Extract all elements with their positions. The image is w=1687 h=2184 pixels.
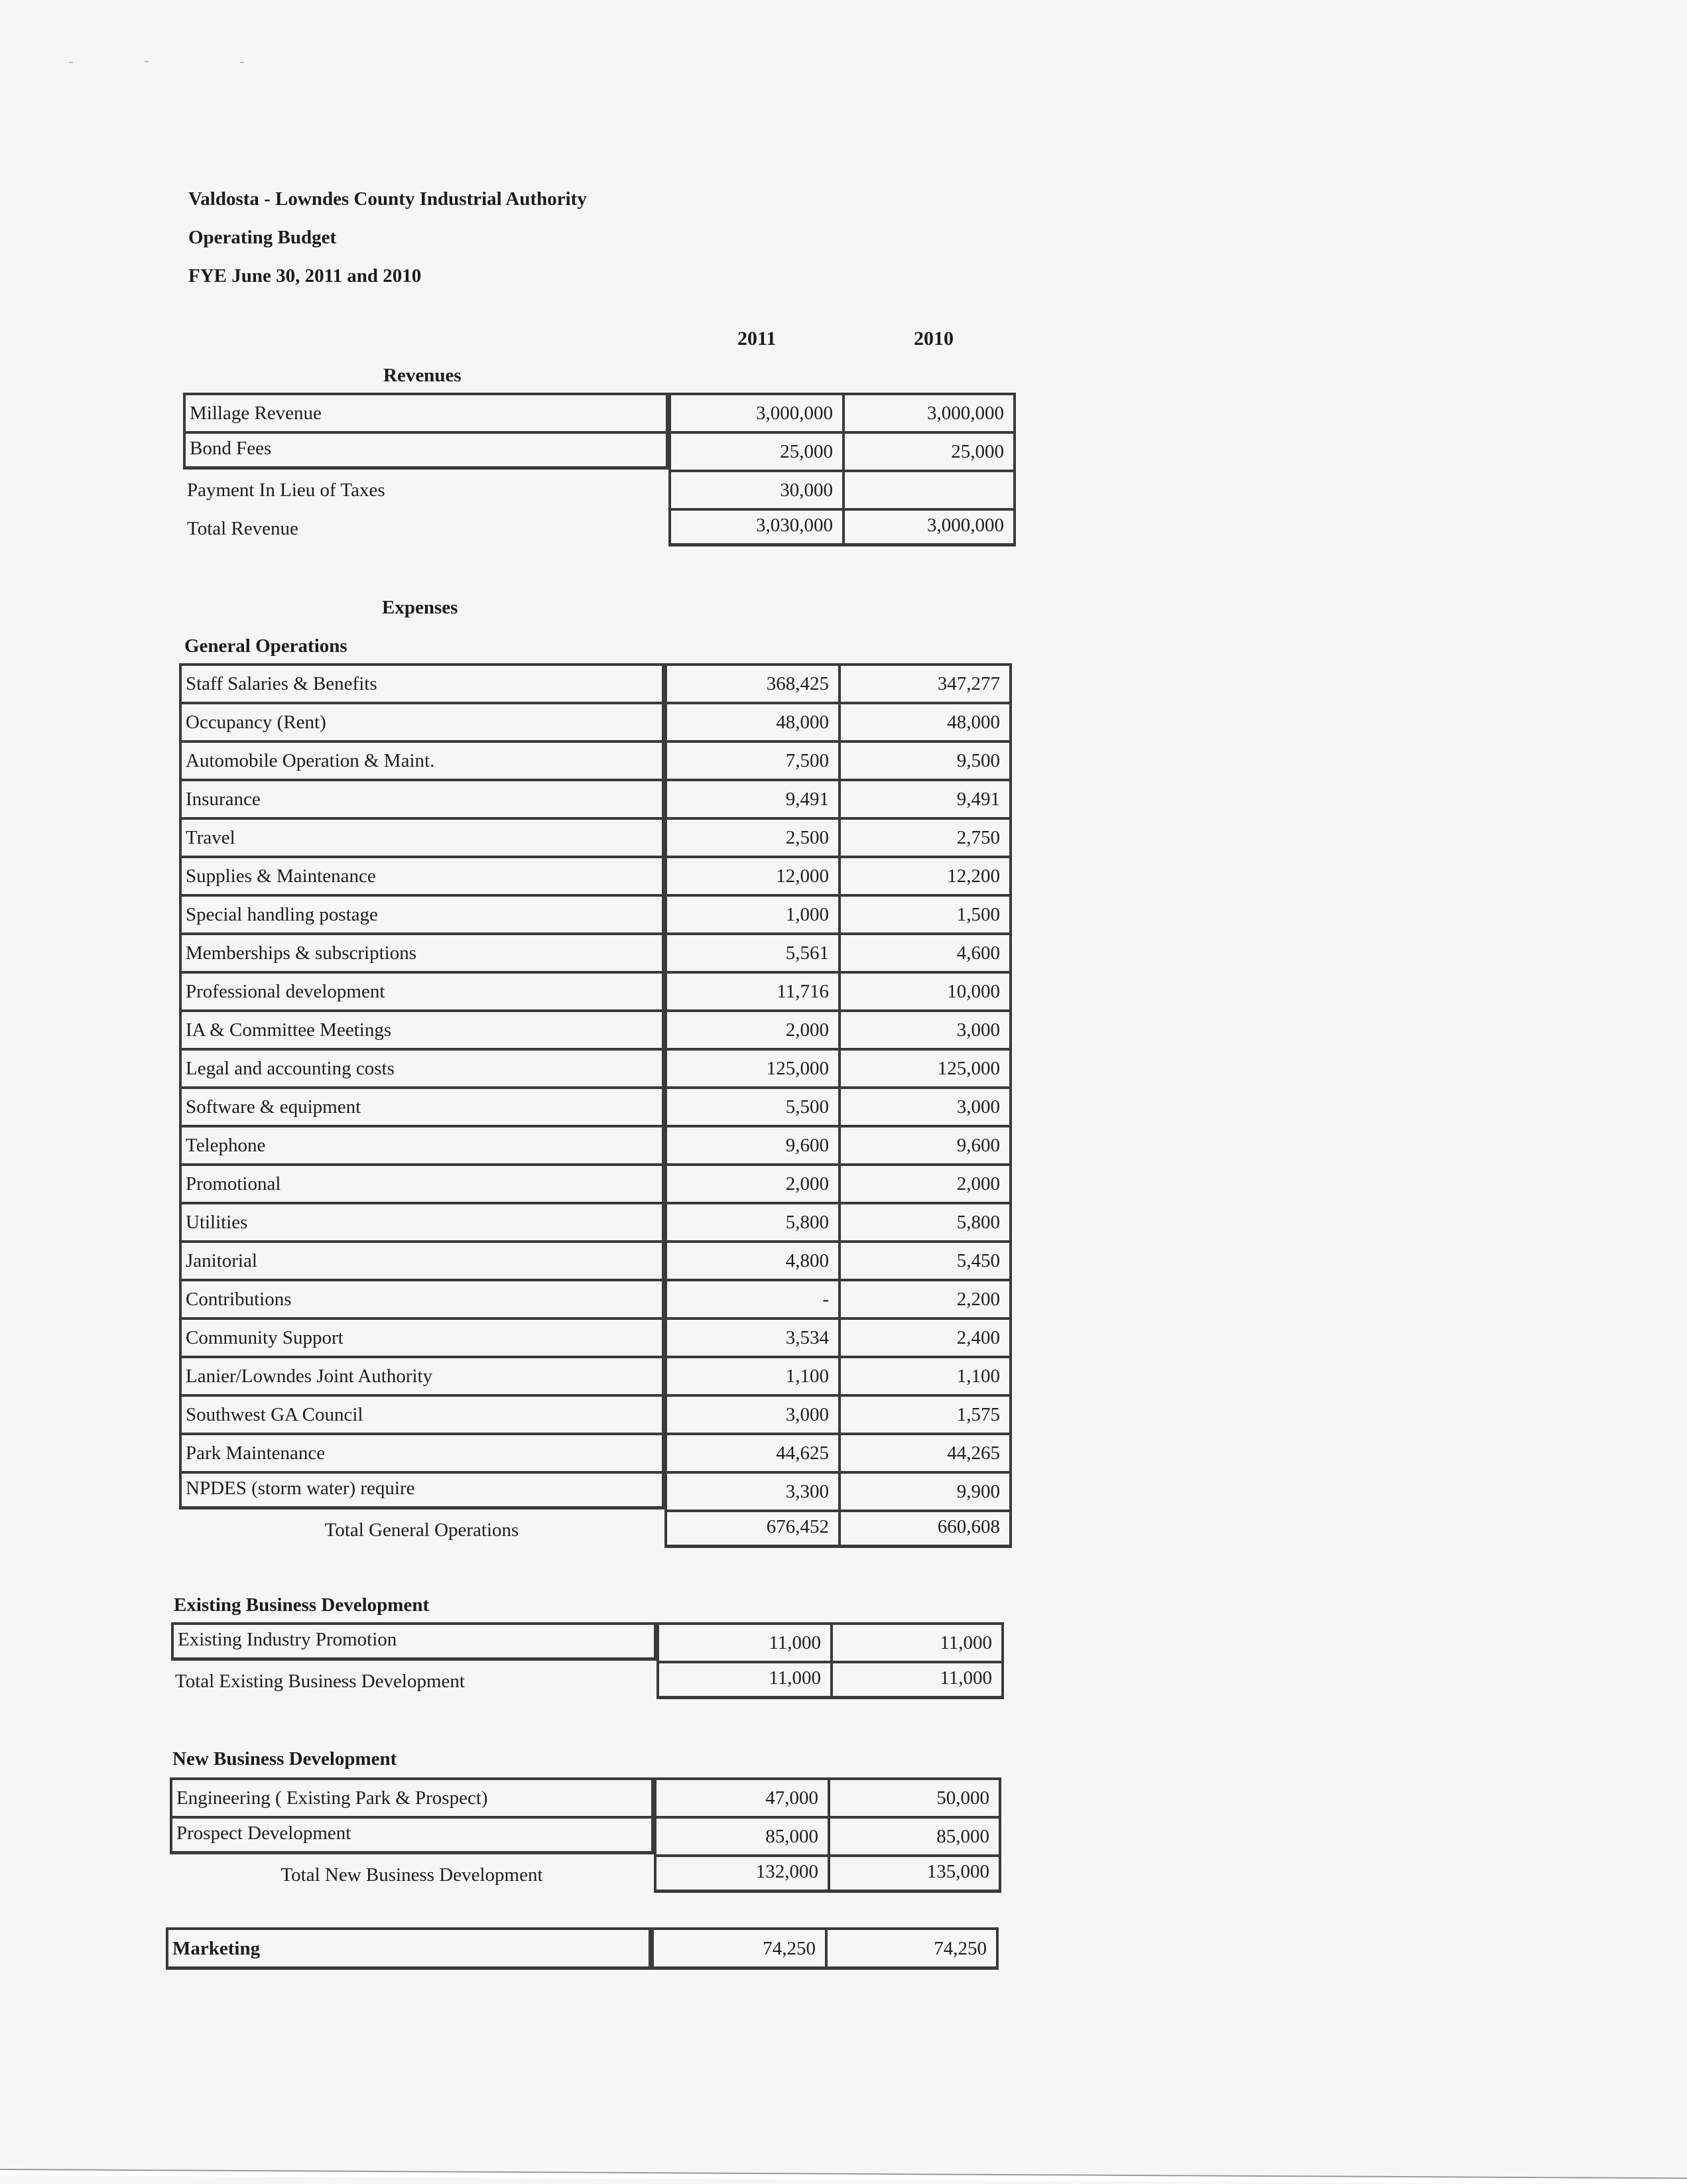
value-2011: 1,100: [664, 1356, 838, 1394]
row-label: Telephone: [179, 1125, 664, 1163]
scan-artifact: [145, 61, 149, 62]
existing-business-development-heading: Existing Business Development: [174, 1594, 430, 1616]
value-2010: 3,000: [838, 1086, 1012, 1125]
value-2010: 5,800: [838, 1202, 1012, 1240]
value-2010: 9,600: [838, 1125, 1012, 1163]
table-row: [179, 1202, 1012, 1240]
value-2011: 9,491: [664, 779, 838, 817]
table-row: [166, 1927, 999, 1970]
row-label: Total New Business Development: [281, 1864, 543, 1886]
value-2010: 2,400: [838, 1317, 1012, 1356]
document-title: Operating Budget: [188, 227, 337, 248]
total-row: [179, 1510, 1012, 1548]
row-label: Special handling postage: [179, 894, 664, 932]
row-label: Legal and accounting costs: [179, 1048, 664, 1086]
value-2010: 9,500: [838, 740, 1012, 779]
value-2011: 3,000: [664, 1394, 838, 1433]
row-label: Occupancy (Rent): [179, 702, 664, 740]
row-label: Janitorial: [179, 1240, 664, 1279]
table-row: [170, 1816, 1001, 1854]
value-2010: 25,000: [842, 431, 1016, 470]
value-2011: 5,800: [664, 1202, 838, 1240]
value-2011: 11,716: [664, 971, 838, 1009]
row-label: Insurance: [179, 779, 664, 817]
value-2010: 44,265: [838, 1433, 1012, 1471]
table-row: [179, 1394, 1012, 1433]
row-label: Bond Fees: [183, 431, 668, 470]
table-row: [179, 702, 1012, 740]
value-2010: 2,750: [838, 817, 1012, 856]
row-label: Memberships & subscriptions: [179, 932, 664, 971]
revenues-table: [183, 393, 1016, 546]
table-row: [179, 663, 1012, 702]
value-2011: 7,500: [664, 740, 838, 779]
table-row: [183, 431, 1016, 470]
value-2011: 4,800: [664, 1240, 838, 1279]
value-2011: 48,000: [664, 702, 838, 740]
row-label: Lanier/Lowndes Joint Authority: [179, 1356, 664, 1394]
value-2011: 47,000: [654, 1777, 828, 1816]
table-row: [179, 1163, 1012, 1202]
value-2010: 1,100: [838, 1356, 1012, 1394]
organization-name: Valdosta - Lowndes County Industrial Authority: [188, 188, 587, 210]
row-label: Prospect Development: [170, 1816, 654, 1854]
value-2010: 1,575: [838, 1394, 1012, 1433]
row-label: Marketing: [166, 1927, 651, 1970]
row-label: Southwest GA Council: [179, 1394, 664, 1433]
value-2011: 2,000: [664, 1009, 838, 1048]
table-row: [179, 1279, 1012, 1317]
new-business-development-table: [170, 1777, 1001, 1893]
value-2010: 2,000: [838, 1163, 1012, 1202]
row-label: Professional development: [179, 971, 664, 1009]
row-label: Supplies & Maintenance: [179, 856, 664, 894]
value-2011: 3,030,000: [668, 508, 842, 546]
table-row: [179, 894, 1012, 932]
fiscal-period: FYE June 30, 2011 and 2010: [188, 265, 422, 287]
value-2011: 30,000: [668, 470, 842, 508]
row-label: Travel: [179, 817, 664, 856]
value-2011: 5,500: [664, 1086, 838, 1125]
scan-page-edge: [0, 2169, 1687, 2184]
table-row: [179, 1009, 1012, 1048]
value-2010: 125,000: [838, 1048, 1012, 1086]
expenses-heading: Expenses: [382, 597, 458, 618]
row-label: Engineering ( Existing Park & Prospect): [170, 1777, 654, 1816]
value-2010: 347,277: [838, 663, 1012, 702]
row-label: Total General Operations: [324, 1519, 519, 1541]
value-2010: 85,000: [828, 1816, 1001, 1854]
value-2010: 9,900: [838, 1471, 1012, 1510]
value-2011: 11,000: [656, 1661, 830, 1699]
value-2011: -: [664, 1279, 838, 1317]
value-2011: 125,000: [664, 1048, 838, 1086]
row-label: Community Support: [179, 1317, 664, 1356]
value-2010: 660,608: [838, 1510, 1012, 1548]
value-2010: [842, 470, 1016, 508]
value-2011: 368,425: [664, 663, 838, 702]
value-2011: 44,625: [664, 1433, 838, 1471]
table-row: [179, 856, 1012, 894]
value-2011: 9,600: [664, 1125, 838, 1163]
value-2011: 25,000: [668, 431, 842, 470]
value-2010: 48,000: [838, 702, 1012, 740]
table-row: [179, 1125, 1012, 1163]
value-2011: 132,000: [654, 1854, 828, 1893]
value-2011: 2,500: [664, 817, 838, 856]
scan-artifact: [69, 62, 73, 63]
row-label: Software & equipment: [179, 1086, 664, 1125]
row-label: Payment In Lieu of Taxes: [187, 480, 385, 501]
row-label: Total Revenue: [187, 518, 298, 539]
row-label: Contributions: [179, 1279, 664, 1317]
value-2010: 11,000: [830, 1622, 1004, 1661]
column-header-2011: 2011: [737, 328, 777, 350]
total-row: [183, 508, 1016, 546]
total-row: [170, 1854, 1001, 1893]
value-2010: 1,500: [838, 894, 1012, 932]
table-row: [183, 393, 1016, 431]
value-2010: 3,000: [838, 1009, 1012, 1048]
row-label: Automobile Operation & Maint.: [179, 740, 664, 779]
total-row: [171, 1661, 1004, 1699]
table-row: [179, 1086, 1012, 1125]
table-row: [179, 779, 1012, 817]
table-row: [179, 1433, 1012, 1471]
row-label: Existing Industry Promotion: [171, 1622, 656, 1661]
value-2011: 85,000: [654, 1816, 828, 1854]
table-row: [179, 1048, 1012, 1086]
scan-artifact: [240, 62, 244, 63]
value-2011: 1,000: [664, 894, 838, 932]
value-2011: 3,000,000: [668, 393, 842, 431]
existing-business-development-table: [171, 1622, 1004, 1699]
value-2010: 3,000,000: [842, 393, 1016, 431]
value-2011: 3,300: [664, 1471, 838, 1510]
value-2010: 12,200: [838, 856, 1012, 894]
table-row: [179, 1356, 1012, 1394]
value-2011: 74,250: [651, 1927, 825, 1970]
value-2010: 50,000: [828, 1777, 1001, 1816]
value-2011: 11,000: [656, 1622, 830, 1661]
general-operations-heading: General Operations: [184, 635, 347, 657]
value-2010: 3,000,000: [842, 508, 1016, 546]
table-row: [170, 1777, 1001, 1816]
general-operations-table: [179, 663, 1012, 1548]
value-2011: 12,000: [664, 856, 838, 894]
value-2011: 676,452: [664, 1510, 838, 1548]
table-row: [183, 470, 1016, 508]
table-row: [179, 1240, 1012, 1279]
value-2010: 10,000: [838, 971, 1012, 1009]
row-label: IA & Committee Meetings: [179, 1009, 664, 1048]
row-label: Utilities: [179, 1202, 664, 1240]
value-2011: 2,000: [664, 1163, 838, 1202]
table-row: [179, 1471, 1012, 1510]
value-2010: 9,491: [838, 779, 1012, 817]
new-business-development-heading: New Business Development: [172, 1748, 397, 1769]
revenues-heading: Revenues: [383, 365, 462, 386]
column-header-2010: 2010: [914, 328, 954, 350]
table-row: [179, 740, 1012, 779]
value-2010: 74,250: [825, 1927, 999, 1970]
row-label: Staff Salaries & Benefits: [179, 663, 664, 702]
table-row: [179, 1317, 1012, 1356]
row-label: Millage Revenue: [183, 393, 668, 431]
value-2010: 11,000: [830, 1661, 1004, 1699]
table-row: [171, 1622, 1004, 1661]
value-2011: 3,534: [664, 1317, 838, 1356]
value-2011: 5,561: [664, 932, 838, 971]
row-label: Promotional: [179, 1163, 664, 1202]
value-2010: 135,000: [828, 1854, 1001, 1893]
row-label: Total Existing Business Development: [175, 1671, 465, 1692]
table-row: [179, 932, 1012, 971]
value-2010: 2,200: [838, 1279, 1012, 1317]
row-label: NPDES (storm water) require: [179, 1471, 664, 1510]
table-row: [179, 971, 1012, 1009]
row-label: Park Maintenance: [179, 1433, 664, 1471]
table-row: [179, 817, 1012, 856]
value-2010: 4,600: [838, 932, 1012, 971]
value-2010: 5,450: [838, 1240, 1012, 1279]
marketing-table: [166, 1927, 999, 1970]
